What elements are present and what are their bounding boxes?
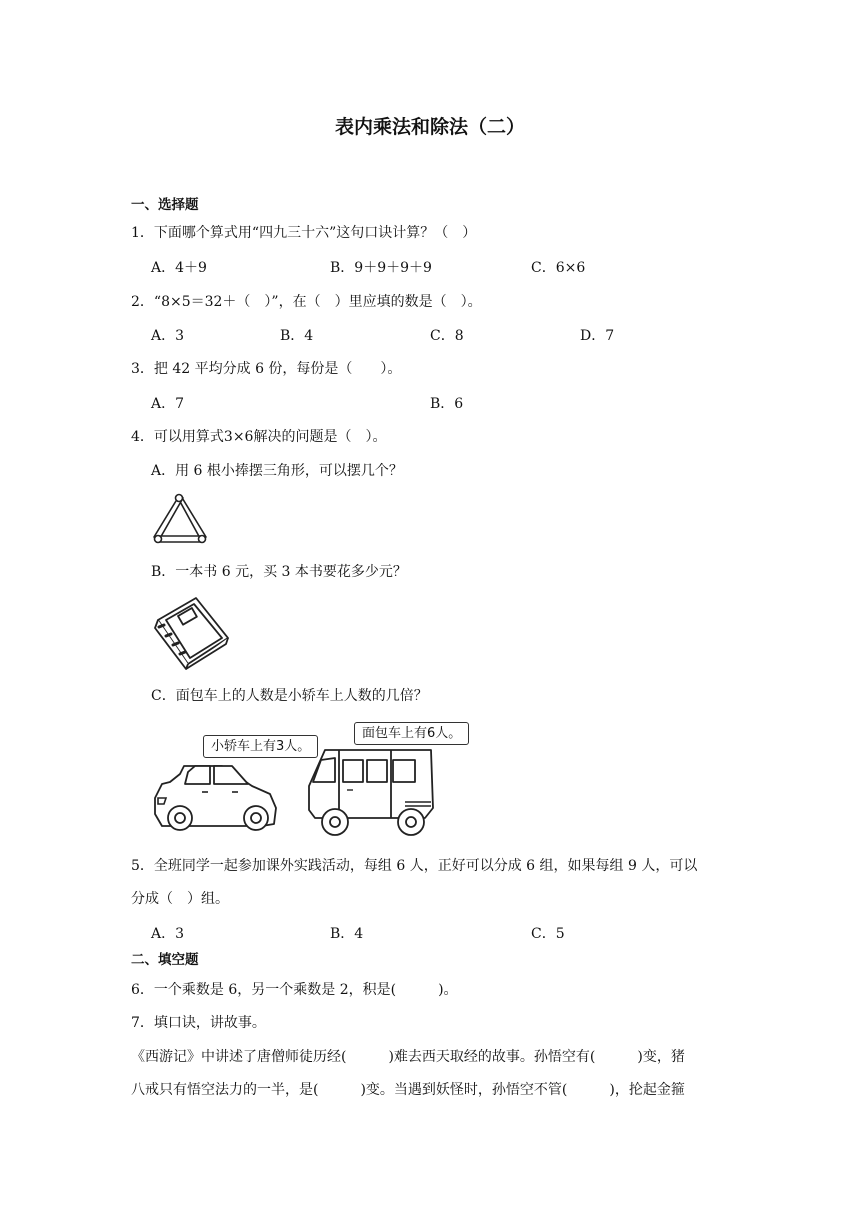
question-1-option-b[interactable]: B．9＋9＋9＋9 bbox=[330, 260, 432, 276]
question-2-option-c[interactable]: C．8 bbox=[430, 328, 464, 344]
question-2-stem: 2．“8×5＝32＋（ ）”，在（ ）里应填的数是（ ）。 bbox=[131, 294, 482, 310]
van-image bbox=[305, 746, 439, 838]
question-4-option-a[interactable]: A．用 6 根小捧摆三角形，可以摆几个？ bbox=[151, 463, 403, 479]
question-2-option-b[interactable]: B．4 bbox=[280, 328, 314, 344]
car-bubble-text: 小轿车上有3人。 bbox=[211, 739, 311, 754]
question-1-stem: 1．下面哪个算式用“四九三十六”这句口诀计算？（ ） bbox=[131, 225, 477, 241]
question-2-option-d[interactable]: D．7 bbox=[580, 328, 615, 344]
page-title: 表内乘法和除法（二） bbox=[334, 116, 525, 138]
question-7-stem: 7．填口诀，讲故事。 bbox=[131, 1015, 266, 1031]
question-1-option-a[interactable]: A．4＋9 bbox=[151, 260, 207, 276]
question-5-option-c[interactable]: C．5 bbox=[531, 926, 565, 942]
question-3-option-b[interactable]: B．6 bbox=[430, 396, 464, 412]
book-image bbox=[150, 594, 232, 670]
question-3-stem: 3．把 42 平均分成 6 份，每份是（ ）。 bbox=[131, 361, 402, 377]
question-4-option-c[interactable]: C．面包车上的人数是小轿车上人数的几倍？ bbox=[151, 688, 428, 704]
question-7-story-line-1: 《西游记》中讲述了唐僧师徒历经( )难去西天取经的故事。孙悟空有( )变，猪 bbox=[131, 1049, 685, 1065]
van-bubble-text: 面包车上有6人。 bbox=[362, 726, 462, 741]
car-speech-bubble bbox=[203, 735, 318, 758]
question-1-option-c[interactable]: C．6×6 bbox=[531, 260, 586, 276]
question-6-stem: 6．一个乘数是 6，另一个乘数是 2，积是( )。 bbox=[131, 982, 458, 998]
question-4-option-b[interactable]: B．一本书 6 元，买 3 本书要花多少元？ bbox=[151, 564, 407, 580]
question-2-option-a[interactable]: A．3 bbox=[151, 328, 185, 344]
section-heading-choice: 一、选择题 bbox=[131, 197, 199, 213]
question-7-story-line-2: 八戒只有悟空法力的一半，是( )变。当遇到妖怪时，孙悟空不管( )，抡起金箍 bbox=[131, 1082, 685, 1098]
section-heading-fill-in: 二、填空题 bbox=[131, 952, 199, 968]
question-5-stem-line-1: 5．全班同学一起参加课外实践活动，每组 6 人，正好可以分成 6 组，如果每组 9 人，可以 bbox=[131, 858, 698, 874]
van-speech-bubble bbox=[354, 722, 469, 745]
stick-triangle-image bbox=[150, 492, 210, 548]
car-image bbox=[150, 756, 282, 832]
question-4-stem: 4．可以用算式3×6解决的问题是（ ）。 bbox=[131, 429, 387, 445]
question-5-option-a[interactable]: A．3 bbox=[151, 926, 185, 942]
question-5-stem-line-2: 分成（ ）组。 bbox=[131, 891, 229, 907]
question-5-option-b[interactable]: B．4 bbox=[330, 926, 364, 942]
question-3-option-a[interactable]: A．7 bbox=[151, 396, 185, 412]
